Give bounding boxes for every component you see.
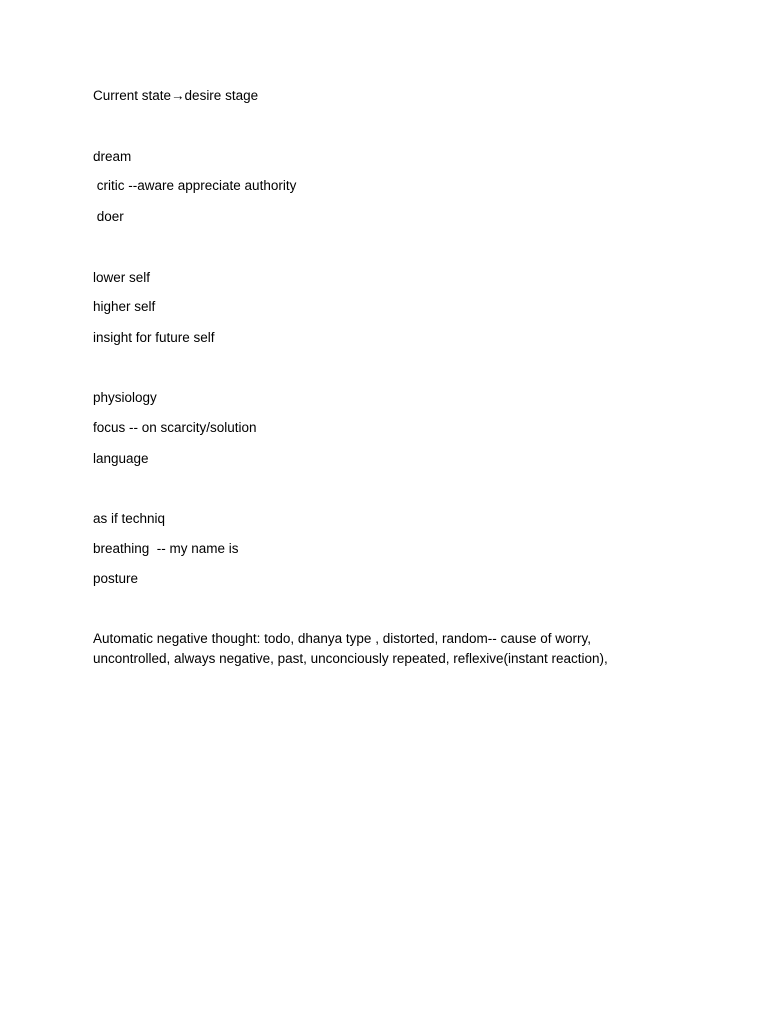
right-arrow-icon: → — [171, 88, 185, 103]
paragraph — [93, 629, 653, 669]
text-line: lower self — [93, 270, 151, 285]
text-line: critic --aware appreciate authority — [93, 178, 297, 193]
text-line: doer — [93, 209, 124, 224]
text-line: posture — [93, 571, 139, 586]
text-line: focus -- on scarcity/solution — [93, 420, 257, 435]
text-line: as if techniq — [93, 511, 166, 526]
text-line: language — [93, 451, 149, 466]
heading-right: desire stage — [184, 88, 259, 103]
text-line: higher self — [93, 299, 156, 314]
paragraph-line: uncontrolled, always negative, past, unconciously repeated, reflexive(instant reaction), — [93, 651, 608, 666]
heading-left: Current state — [93, 88, 172, 103]
text-line: physiology — [93, 390, 157, 405]
text-line: dream — [93, 149, 132, 164]
text-line: insight for future self — [93, 330, 215, 345]
heading-line — [93, 86, 258, 106]
text-line: breathing -- my name is — [93, 541, 239, 556]
paragraph-line: Automatic negative thought: todo, dhanya type , distorted, random-- cause of worry, — [93, 631, 592, 646]
